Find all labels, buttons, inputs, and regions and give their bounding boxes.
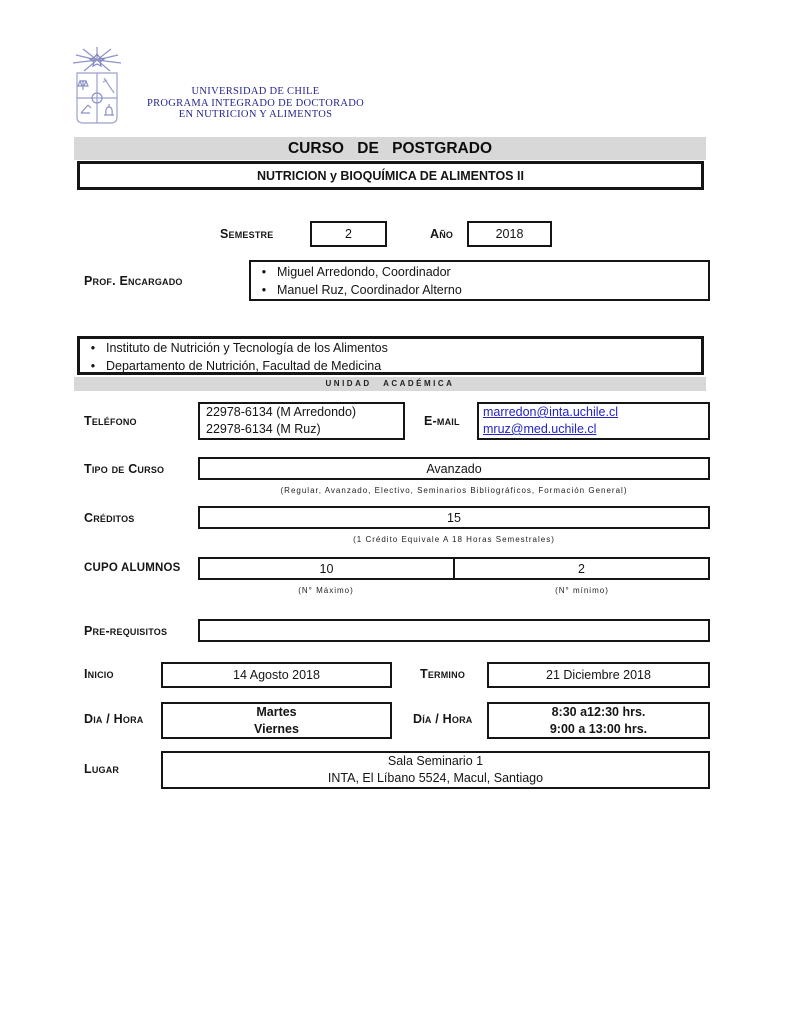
hora-line: 8:30 a12:30 hrs. (551, 704, 646, 719)
university-header (118, 86, 393, 121)
termino-label: Termino (420, 667, 466, 681)
inicio-field (161, 662, 392, 688)
unidad-item-text: Departamento de Nutrición, Facultad de Medicina (106, 358, 382, 373)
unidad-academica-box (77, 336, 704, 375)
telefono-label: Teléfono (84, 414, 137, 428)
hora-field (487, 702, 710, 739)
lugar-label: Lugar (84, 762, 120, 776)
prof-item (251, 282, 708, 300)
email-label: E-mail (424, 414, 460, 428)
semestre-label: Semestre (220, 227, 274, 241)
anio-value: 2018 (495, 227, 524, 241)
prof-encargado-field (249, 260, 710, 301)
unidad-item (80, 358, 701, 376)
email-link[interactable]: marredon@inta.uchile.cl (483, 405, 618, 419)
prof-item-text: Miguel Arredondo, Coordinador (277, 265, 451, 279)
termino-value: 21 Diciembre 2018 (546, 668, 651, 682)
course-name: NUTRICION y BIOQUÍMICA DE ALIMENTOS II (257, 168, 524, 183)
inicio-value: 14 Agosto 2018 (233, 668, 320, 682)
unidad-academica-caption: UNIDAD ACADÉMICA (74, 377, 706, 391)
lugar-line: Sala Seminario 1 (387, 754, 484, 768)
cupo-max-value: 10 (319, 561, 334, 576)
bullet-icon: • (90, 341, 96, 355)
program-line: PROGRAMA INTEGRADO DE DOCTORADO (146, 97, 365, 109)
university-name: UNIVERSIDAD DE CHILE (191, 86, 320, 97)
pre-requisitos-label: Pre-requisitos (84, 624, 168, 638)
cupo-max-cell (200, 559, 453, 578)
bullet-icon: • (90, 358, 96, 373)
semestre-field (310, 221, 387, 247)
dia-line: Martes (256, 704, 297, 719)
dia-hora-field (161, 702, 392, 739)
creditos-field (198, 506, 710, 529)
prof-item (251, 264, 708, 282)
cupo-min-caption: (N° mínimo) (555, 586, 609, 595)
telefono-field (198, 402, 405, 440)
unidad-item-text: Instituto de Nutrición y Tecnología de los Alimentos (106, 341, 388, 355)
creditos-label: Créditos (84, 511, 135, 525)
tipo-curso-field (198, 457, 710, 480)
telefono-line: 22978-6134 (M Ruz) (206, 422, 321, 436)
hora-label: Día / Hora (413, 712, 473, 726)
cupo-min-value: 2 (578, 561, 585, 576)
tipo-curso-label: Tipo de Curso (84, 462, 165, 476)
dia-line: Viernes (254, 721, 299, 736)
cupo-alumnos-field (198, 557, 710, 580)
unidad-item (80, 340, 701, 358)
tipo-curso-caption: (Regular, Avanzado, Electivo, Seminarios Bibliográficos, Formación General) (280, 486, 628, 495)
semestre-value: 2 (345, 227, 352, 241)
termino-field (487, 662, 710, 688)
prof-item-text: Manuel Ruz, Coordinador Alterno (277, 282, 462, 297)
inicio-label: Inicio (84, 667, 114, 681)
cupo-alumnos-label: CUPO ALUMNOS (84, 562, 181, 574)
anio-field (467, 221, 552, 247)
tipo-curso-value: Avanzado (426, 461, 482, 476)
lugar-line: INTA, El Líbano 5524, Macul, Santiago (327, 771, 544, 785)
lugar-field (161, 751, 710, 789)
pre-requisitos-field (198, 619, 710, 642)
anio-label: Año (430, 227, 454, 241)
prof-encargado-label: Prof. Encargado (84, 274, 183, 288)
cupo-min-cell (453, 559, 708, 578)
course-name-box (77, 161, 704, 190)
bullet-icon: • (261, 282, 267, 297)
dia-hora-label: Dia / Hora (84, 712, 144, 726)
telefono-line: 22978-6134 (M Arredondo) (206, 405, 357, 419)
page-title: CURSO DE POSTGRADO (74, 137, 706, 160)
email-field (477, 402, 710, 440)
creditos-caption: (1 Crédito Equivale A 18 Horas Semestrales) (353, 535, 555, 544)
cupo-max-caption: (N° Máximo) (298, 586, 354, 595)
creditos-value: 15 (447, 510, 461, 525)
program-line2: EN NUTRICION Y ALIMENTOS (178, 109, 333, 120)
bullet-icon: • (261, 265, 267, 279)
email-link[interactable]: mruz@med.uchile.cl (483, 422, 597, 436)
hora-line: 9:00 a 13:00 hrs. (549, 721, 648, 736)
